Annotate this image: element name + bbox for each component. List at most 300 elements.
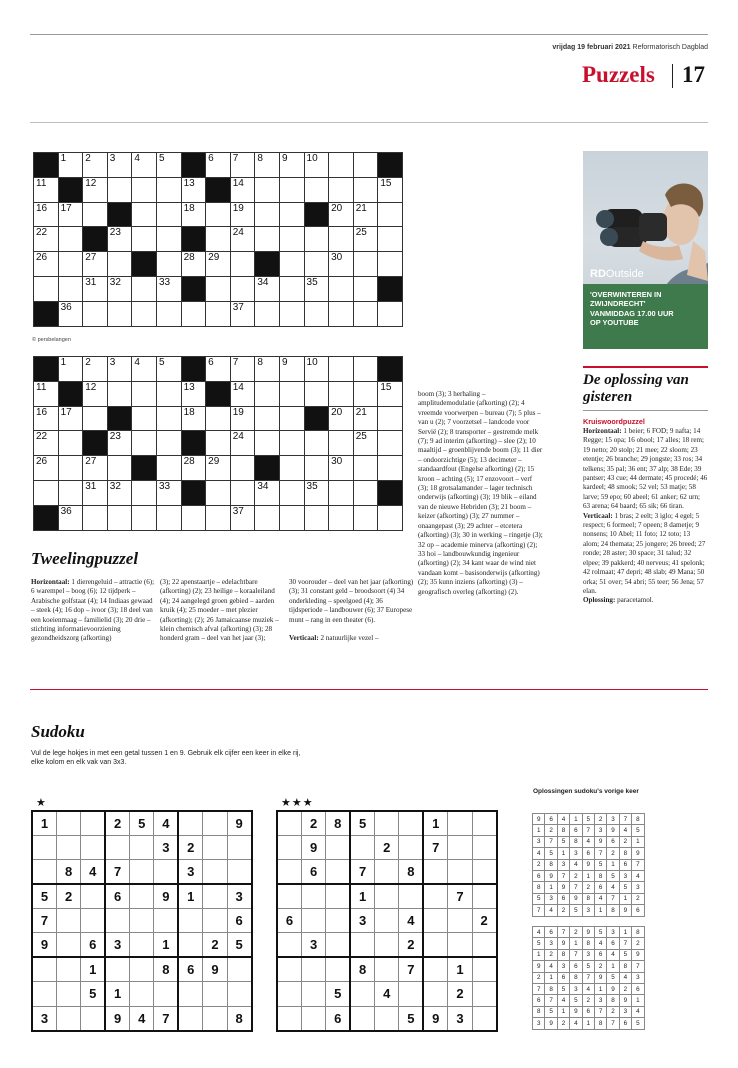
sudoku-cell[interactable] — [130, 982, 154, 1006]
crossword-cell[interactable] — [83, 505, 108, 530]
sudoku-cell[interactable] — [375, 933, 399, 957]
crossword-cell[interactable] — [353, 381, 378, 406]
crossword-cell[interactable] — [132, 276, 157, 301]
crossword-cell[interactable] — [181, 252, 206, 277]
crossword-cell[interactable] — [378, 177, 403, 202]
sudoku-cell[interactable] — [350, 1006, 374, 1030]
sudoku-cell[interactable] — [130, 884, 154, 908]
crossword-cell[interactable] — [230, 276, 255, 301]
crossword-cell[interactable] — [156, 431, 181, 456]
solution-cell: 5 — [619, 882, 631, 893]
sudoku-cell[interactable] — [472, 811, 496, 835]
crossword-cell[interactable] — [378, 301, 403, 326]
sudoku-cell[interactable] — [472, 884, 496, 908]
sudoku-cell[interactable] — [277, 933, 301, 957]
crossword-cell[interactable] — [230, 357, 255, 382]
crossword-cell[interactable] — [181, 381, 206, 406]
solution-cell: 6 — [545, 927, 557, 938]
sudoku-cell[interactable] — [56, 811, 80, 835]
crossword-cell[interactable] — [206, 431, 231, 456]
crossword-cell[interactable] — [132, 202, 157, 227]
crossword-cell[interactable] — [378, 252, 403, 277]
sudoku-cell[interactable] — [375, 860, 399, 884]
crossword-cell[interactable] — [255, 177, 280, 202]
crossword-cell[interactable] — [353, 406, 378, 431]
sudoku-cell[interactable] — [301, 982, 325, 1006]
crossword-cell[interactable] — [304, 227, 329, 252]
crossword-cell[interactable] — [181, 505, 206, 530]
sudoku-cell[interactable] — [227, 835, 251, 859]
crossword-cell[interactable] — [83, 456, 108, 481]
crossword-cell[interactable] — [83, 301, 108, 326]
crossword-cell[interactable] — [58, 431, 83, 456]
crossword-cell[interactable] — [353, 431, 378, 456]
crossword-cell[interactable] — [329, 456, 354, 481]
sudoku-cell[interactable] — [81, 1006, 105, 1030]
sudoku-cell[interactable] — [301, 957, 325, 981]
crossword-cell[interactable] — [329, 202, 354, 227]
sudoku-cell[interactable] — [423, 884, 447, 908]
crossword-cell[interactable] — [304, 252, 329, 277]
crossword-row — [34, 381, 403, 406]
rd-outside-ad[interactable] — [583, 151, 708, 349]
crossword-cell[interactable] — [181, 301, 206, 326]
crossword-cell[interactable] — [156, 505, 181, 530]
crossword-cell[interactable] — [230, 505, 255, 530]
crossword-cell[interactable] — [156, 153, 181, 178]
crossword-cell[interactable] — [353, 227, 378, 252]
crossword-cell[interactable] — [304, 276, 329, 301]
sudoku-cell[interactable] — [203, 835, 227, 859]
crossword-cell[interactable] — [304, 381, 329, 406]
sudoku-cell: 1 — [154, 933, 178, 957]
crossword-cell[interactable] — [132, 431, 157, 456]
sudoku-cell[interactable] — [227, 982, 251, 1006]
sudoku-cell[interactable] — [472, 835, 496, 859]
sudoku-cell[interactable] — [277, 982, 301, 1006]
sudoku-cell[interactable] — [154, 860, 178, 884]
sudoku-cell[interactable] — [277, 835, 301, 859]
crossword-cell[interactable] — [83, 406, 108, 431]
crossword-cell[interactable] — [279, 177, 304, 202]
crossword-cell[interactable] — [156, 301, 181, 326]
crossword-cell[interactable] — [353, 456, 378, 481]
crossword-cell[interactable] — [58, 357, 83, 382]
sudoku-cell[interactable] — [227, 957, 251, 981]
crossword-cell[interactable] — [206, 456, 231, 481]
crossword-cell[interactable] — [58, 505, 83, 530]
sudoku-cell[interactable] — [56, 933, 80, 957]
sudoku-cell[interactable] — [350, 933, 374, 957]
sudoku-cell[interactable] — [423, 909, 447, 933]
crossword-row — [34, 276, 403, 301]
crossword-cell[interactable] — [107, 227, 132, 252]
sudoku-cell[interactable] — [154, 982, 178, 1006]
crossword-cell[interactable] — [255, 480, 280, 505]
crossword-cell[interactable] — [156, 357, 181, 382]
sudoku-cell[interactable] — [399, 811, 423, 835]
solution-cell: 4 — [557, 814, 569, 825]
crossword-cell[interactable] — [304, 177, 329, 202]
crossword-cell[interactable] — [107, 177, 132, 202]
crossword-cell[interactable] — [58, 153, 83, 178]
crossword-cell[interactable] — [255, 505, 280, 530]
crossword-cell[interactable] — [230, 456, 255, 481]
crossword-cell[interactable] — [156, 227, 181, 252]
sudoku-cell[interactable] — [178, 811, 202, 835]
crossword-cell[interactable] — [83, 153, 108, 178]
sudoku-cell[interactable] — [326, 835, 350, 859]
crossword-cell[interactable] — [279, 202, 304, 227]
crossword-cell[interactable] — [378, 381, 403, 406]
crossword-cell[interactable] — [329, 480, 354, 505]
sudoku-row — [533, 927, 645, 938]
crossword-cell[interactable] — [132, 381, 157, 406]
crossword-cell[interactable] — [329, 177, 354, 202]
sudoku-cell[interactable] — [375, 884, 399, 908]
crossword-cell[interactable] — [58, 252, 83, 277]
crossword-cell[interactable] — [255, 381, 280, 406]
sudoku-cell[interactable] — [326, 933, 350, 957]
sudoku-cell[interactable] — [448, 860, 472, 884]
crossword-cell[interactable] — [230, 431, 255, 456]
crossword-cell[interactable] — [206, 406, 231, 431]
crossword-grid-2 — [33, 356, 403, 531]
sudoku-cell[interactable] — [301, 884, 325, 908]
crossword-cell[interactable] — [107, 505, 132, 530]
sudoku-cell[interactable] — [105, 957, 129, 981]
crossword-cell[interactable] — [83, 381, 108, 406]
sudoku-cell[interactable] — [56, 835, 80, 859]
solution-cell: 8 — [570, 836, 582, 847]
crossword-cell[interactable] — [206, 301, 231, 326]
crossword-cell[interactable] — [279, 357, 304, 382]
crossword-cell[interactable] — [83, 276, 108, 301]
sudoku-cell[interactable] — [375, 957, 399, 981]
sudoku-cell[interactable] — [105, 909, 129, 933]
crossword-cell[interactable] — [83, 480, 108, 505]
crossword-cell[interactable] — [353, 202, 378, 227]
sudoku-cell[interactable] — [56, 982, 80, 1006]
crossword-cell[interactable] — [279, 301, 304, 326]
crossword-cell[interactable] — [329, 227, 354, 252]
sudoku-cell[interactable] — [130, 909, 154, 933]
crossword-cell[interactable] — [279, 431, 304, 456]
crossword-cell[interactable] — [206, 480, 231, 505]
crossword-cell[interactable] — [230, 227, 255, 252]
sudoku-cell[interactable] — [277, 957, 301, 981]
crossword-cell[interactable] — [107, 153, 132, 178]
sudoku-cell[interactable] — [448, 909, 472, 933]
crossword-cell[interactable] — [107, 480, 132, 505]
sudoku-cell[interactable] — [203, 860, 227, 884]
crossword-cell[interactable] — [132, 357, 157, 382]
sudoku-cell[interactable] — [350, 982, 374, 1006]
crossword-cell[interactable] — [329, 301, 354, 326]
crossword-cell[interactable] — [378, 406, 403, 431]
sudoku-cell[interactable] — [178, 933, 202, 957]
crossword-cell[interactable] — [329, 153, 354, 178]
crossword-cell[interactable] — [34, 431, 59, 456]
crossword-cell[interactable] — [329, 276, 354, 301]
sudoku-cell[interactable] — [130, 860, 154, 884]
crossword-cell[interactable] — [255, 276, 280, 301]
crossword-cell[interactable] — [304, 153, 329, 178]
crossword-cell[interactable] — [132, 406, 157, 431]
crossword-cell[interactable] — [34, 227, 59, 252]
crossword-cell[interactable] — [353, 252, 378, 277]
crossword-cell[interactable] — [206, 252, 231, 277]
crossword-cell[interactable] — [304, 480, 329, 505]
sudoku-cell[interactable] — [326, 957, 350, 981]
sudoku-cell[interactable] — [130, 957, 154, 981]
crossword-cell[interactable] — [279, 252, 304, 277]
crossword-cell[interactable] — [58, 276, 83, 301]
crossword-cell[interactable] — [132, 177, 157, 202]
sudoku-cell[interactable] — [326, 884, 350, 908]
crossword-cell[interactable] — [230, 381, 255, 406]
crossword-cell[interactable] — [329, 505, 354, 530]
crossword-cell[interactable] — [181, 406, 206, 431]
sudoku-cell[interactable] — [81, 835, 105, 859]
crossword-cell[interactable] — [132, 227, 157, 252]
crossword-cell[interactable] — [230, 301, 255, 326]
crossword-cell[interactable] — [107, 456, 132, 481]
sudoku-cell[interactable] — [32, 835, 56, 859]
crossword-cell[interactable] — [230, 406, 255, 431]
sudoku-cell[interactable] — [301, 909, 325, 933]
crossword-black-cell — [83, 431, 108, 456]
crossword-cell[interactable] — [107, 357, 132, 382]
crossword-cell[interactable] — [156, 480, 181, 505]
crossword-cell[interactable] — [206, 227, 231, 252]
crossword-cell[interactable] — [279, 505, 304, 530]
crossword-cell[interactable] — [58, 480, 83, 505]
sudoku-cell[interactable] — [448, 835, 472, 859]
crossword-cell[interactable] — [58, 202, 83, 227]
crossword-cell[interactable] — [255, 153, 280, 178]
solution-cell: 1 — [619, 927, 631, 938]
crossword-cell[interactable] — [107, 252, 132, 277]
crossword-cell[interactable] — [329, 381, 354, 406]
crossword-cell[interactable] — [83, 252, 108, 277]
solution-cell: 7 — [545, 995, 557, 1006]
crossword-cell[interactable] — [255, 202, 280, 227]
crossword-cell[interactable] — [255, 301, 280, 326]
crossword-cell[interactable] — [329, 357, 354, 382]
sudoku-cell[interactable] — [154, 909, 178, 933]
sudoku-cell[interactable] — [375, 811, 399, 835]
crossword-cell[interactable] — [34, 456, 59, 481]
sudoku-cell[interactable] — [32, 957, 56, 981]
crossword-cell[interactable] — [34, 381, 59, 406]
sudoku-cell[interactable] — [56, 909, 80, 933]
crossword-cell[interactable] — [255, 357, 280, 382]
sudoku-cell[interactable] — [81, 884, 105, 908]
sudoku-row — [32, 835, 252, 859]
sudoku-cell[interactable] — [277, 884, 301, 908]
crossword-cell[interactable] — [181, 456, 206, 481]
sudoku-cell[interactable] — [350, 835, 374, 859]
crossword-cell[interactable] — [156, 252, 181, 277]
crossword-cell[interactable] — [230, 480, 255, 505]
crossword-cell[interactable] — [279, 480, 304, 505]
crossword-cell[interactable] — [206, 276, 231, 301]
crossword-cell[interactable] — [34, 406, 59, 431]
crossword-cell[interactable] — [156, 202, 181, 227]
solution-cell: 2 — [533, 972, 545, 983]
sudoku-cell[interactable] — [423, 933, 447, 957]
crossword-cell[interactable] — [304, 301, 329, 326]
crossword-cell[interactable] — [132, 153, 157, 178]
crossword-cell[interactable] — [304, 505, 329, 530]
crossword-cell[interactable] — [329, 252, 354, 277]
crossword-cell[interactable] — [279, 227, 304, 252]
crossword-cell[interactable] — [156, 381, 181, 406]
sudoku-cell[interactable] — [203, 1006, 227, 1030]
crossword-cell[interactable] — [304, 431, 329, 456]
crossword-cell[interactable] — [206, 153, 231, 178]
crossword-cell[interactable] — [279, 153, 304, 178]
sudoku-cell[interactable] — [472, 1006, 496, 1030]
crossword-cell[interactable] — [230, 202, 255, 227]
sudoku-cell[interactable] — [448, 933, 472, 957]
crossword-cell[interactable] — [304, 456, 329, 481]
sudoku-cell[interactable] — [32, 860, 56, 884]
crossword-cell[interactable] — [181, 177, 206, 202]
sudoku-cell[interactable] — [472, 957, 496, 981]
crossword-cell[interactable] — [329, 431, 354, 456]
sudoku-cell[interactable] — [399, 884, 423, 908]
crossword-cell[interactable] — [156, 406, 181, 431]
sudoku-cell[interactable] — [301, 1006, 325, 1030]
crossword-cell[interactable] — [132, 505, 157, 530]
clue-number: 3 — [109, 153, 116, 164]
sudoku-cell[interactable] — [326, 860, 350, 884]
crossword-cell[interactable] — [181, 202, 206, 227]
crossword-cell[interactable] — [255, 406, 280, 431]
crossword-cell[interactable] — [83, 177, 108, 202]
sudoku-cell[interactable] — [203, 909, 227, 933]
crossword-cell[interactable] — [156, 177, 181, 202]
sudoku-cell[interactable] — [203, 811, 227, 835]
sudoku-cell[interactable] — [130, 835, 154, 859]
sudoku-cell[interactable] — [277, 811, 301, 835]
sudoku-cell[interactable] — [472, 860, 496, 884]
crossword-cell[interactable] — [34, 252, 59, 277]
sudoku-cell[interactable] — [375, 909, 399, 933]
crossword-cell[interactable] — [34, 276, 59, 301]
sudoku-cell[interactable] — [277, 1006, 301, 1030]
crossword-cell[interactable] — [378, 431, 403, 456]
crossword-cell[interactable] — [107, 301, 132, 326]
crossword-cell[interactable] — [304, 357, 329, 382]
crossword-cell[interactable] — [34, 202, 59, 227]
crossword-cell[interactable] — [58, 406, 83, 431]
crossword-cell[interactable] — [353, 276, 378, 301]
crossword-cell[interactable] — [279, 406, 304, 431]
crossword-cell[interactable] — [329, 406, 354, 431]
crossword-cell[interactable] — [83, 357, 108, 382]
crossword-cell[interactable] — [353, 357, 378, 382]
crossword-cell[interactable] — [279, 381, 304, 406]
crossword-cell[interactable] — [58, 456, 83, 481]
crossword-cell[interactable] — [132, 301, 157, 326]
sudoku-cell[interactable] — [56, 1006, 80, 1030]
crossword-cell[interactable] — [378, 505, 403, 530]
crossword-cell[interactable] — [58, 227, 83, 252]
crossword-cell[interactable] — [230, 177, 255, 202]
sudoku-cell[interactable] — [32, 982, 56, 1006]
sudoku-cell[interactable] — [81, 909, 105, 933]
crossword-cell[interactable] — [255, 431, 280, 456]
sudoku-cell[interactable] — [105, 835, 129, 859]
sudoku-cell[interactable] — [203, 982, 227, 1006]
sudoku-row — [277, 909, 497, 933]
sudoku-cell[interactable] — [472, 933, 496, 957]
crossword-cell[interactable] — [83, 202, 108, 227]
crossword-cell[interactable] — [206, 357, 231, 382]
crossword-cell[interactable] — [378, 227, 403, 252]
solution-cell: 2 — [557, 1018, 569, 1029]
crossword-cell[interactable] — [378, 202, 403, 227]
crossword-cell[interactable] — [206, 505, 231, 530]
crossword-cell[interactable] — [230, 153, 255, 178]
crossword-cell[interactable] — [132, 480, 157, 505]
sudoku-cell[interactable] — [423, 860, 447, 884]
sudoku-cell[interactable] — [375, 1006, 399, 1030]
crossword-cell[interactable] — [58, 301, 83, 326]
sudoku-cell[interactable] — [178, 982, 202, 1006]
crossword-cell[interactable] — [34, 177, 59, 202]
sudoku-cell[interactable] — [399, 835, 423, 859]
sudoku-cell[interactable] — [130, 933, 154, 957]
crossword-cell[interactable] — [206, 202, 231, 227]
crossword-cell[interactable] — [107, 381, 132, 406]
sudoku-row — [533, 983, 645, 994]
sudoku-cell[interactable] — [326, 909, 350, 933]
crossword-cell[interactable] — [353, 153, 378, 178]
sudoku-cell[interactable] — [227, 860, 251, 884]
sudoku-cell[interactable] — [423, 957, 447, 981]
sudoku-cell[interactable] — [448, 811, 472, 835]
crossword-cell[interactable] — [353, 177, 378, 202]
crossword-cell[interactable] — [156, 456, 181, 481]
crossword-cell[interactable] — [107, 431, 132, 456]
crossword-cell[interactable] — [255, 227, 280, 252]
crossword-cell[interactable] — [230, 252, 255, 277]
sudoku-cell[interactable] — [178, 909, 202, 933]
sudoku-cell[interactable] — [399, 982, 423, 1006]
sudoku-cell[interactable] — [178, 1006, 202, 1030]
crossword-cell[interactable] — [279, 456, 304, 481]
sudoku-cell[interactable] — [277, 860, 301, 884]
sudoku-cell[interactable] — [472, 982, 496, 1006]
sudoku-cell[interactable] — [423, 982, 447, 1006]
crossword-cell[interactable] — [353, 480, 378, 505]
crossword-cell[interactable] — [34, 480, 59, 505]
crossword-cell[interactable] — [156, 276, 181, 301]
sudoku-cell[interactable] — [56, 957, 80, 981]
crossword-cell[interactable] — [378, 456, 403, 481]
sudoku-cell[interactable] — [81, 811, 105, 835]
sudoku-cell[interactable] — [203, 884, 227, 908]
crossword-cell[interactable] — [353, 301, 378, 326]
sudoku-cell: 7 — [423, 835, 447, 859]
crossword-cell[interactable] — [107, 276, 132, 301]
crossword-cell[interactable] — [353, 505, 378, 530]
crossword-cell[interactable] — [279, 276, 304, 301]
